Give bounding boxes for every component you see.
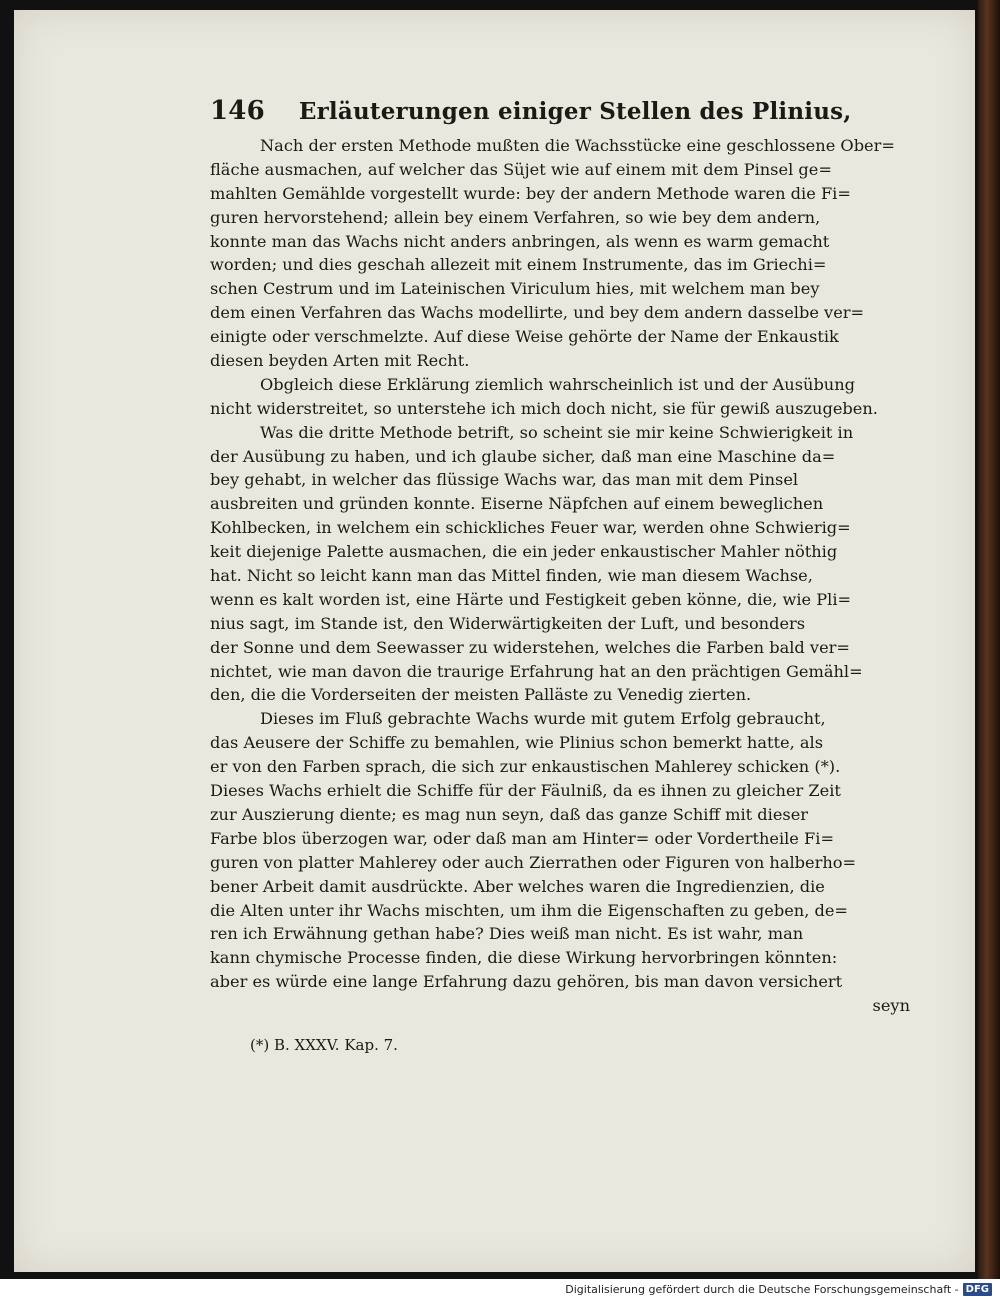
text-line: nius sagt, im Stande ist, den Widerwärtigkeiten der Luft, und besonders <box>210 613 806 633</box>
text-line: worden; und dies geschah allezeit mit einem Instrumente, das im Griechi= <box>210 255 827 275</box>
text-line: dem einen Verfahren das Wachs modellirte, und bey dem andern dasselbe ver= <box>210 303 865 323</box>
text-line: nichtet, wie man davon die traurige Erfahrung hat an den prächtigen Gemähl= <box>210 661 863 681</box>
text-line: das Aeusere der Schiffe zu bemahlen, wie Plinius schon bemerkt hatte, als <box>210 733 824 753</box>
text-line: konnte man das Wachs nicht anders anbringen, als wenn es warm gemacht <box>210 231 830 251</box>
text-line: guren hervorstehend; allein bey einem Verfahren, so wie bey dem andern, <box>210 207 821 227</box>
text-line: Was die dritte Methode betrift, so scheint sie mir keine Schwierigkeit in <box>260 422 854 442</box>
digitization-credit: Digitalisierung gefördert durch die Deutsche Forschungsgemeinschaft - <box>565 1282 959 1296</box>
text-line: bey gehabt, in welcher das flüssige Wachs war, das man mit dem Pinsel <box>210 470 799 490</box>
text-line: schen Cestrum und im Lateinischen Viriculum hies, mit welchem man bey <box>210 279 820 299</box>
text-line: der Ausübung zu haben, und ich glaube sicher, daß man eine Maschine da= <box>210 446 836 466</box>
text-line: einigte oder verschmelzte. Auf diese Weise gehörte der Name der Enkaustik <box>210 327 839 347</box>
text-line: Dieses Wachs erhielt die Schiffe für der Fäulniß, da es ihnen zu gleicher Zeit <box>210 781 841 801</box>
page-content <box>210 96 910 1054</box>
text-line: zur Auszierung diente; es mag nun seyn, daß das ganze Schiff mit dieser <box>210 804 809 824</box>
text-line: hat. Nicht so leicht kann man das Mittel finden, wie man diesem Wachse, <box>210 566 813 586</box>
dfg-logo: DFG <box>963 1283 992 1296</box>
text-line: nicht widerstreitet, so unterstehe ich mich doch nicht, sie für gewiß auszugeben. <box>210 398 878 418</box>
text-line: er von den Farben sprach, die sich zur enkaustischen Mahlerey schicken (*). <box>210 757 841 777</box>
text-line: fläche ausmachen, auf welcher das Süjet wie auf einem mit dem Pinsel ge= <box>210 159 832 179</box>
text-line: diesen beyden Arten mit Recht. <box>210 351 470 371</box>
text-line: Obgleich diese Erklärung ziemlich wahrscheinlich ist und der Ausübung <box>260 374 856 394</box>
text-line: kann chymische Processe finden, die diese Wirkung hervorbringen könnten: <box>210 948 838 968</box>
text-line: Kohlbecken, in welchem ein schickliches Feuer war, werden ohne Schwierig= <box>210 518 851 538</box>
book-edge-strip <box>978 0 1000 1279</box>
body-text <box>210 134 910 1018</box>
digitization-footer <box>0 1279 1000 1299</box>
page-header <box>210 96 910 126</box>
catchword: seyn <box>872 996 910 1016</box>
text-line: Farbe blos überzogen war, oder daß man am Hinter= oder Vordertheile Fi= <box>210 828 835 848</box>
text-line: ausbreiten und gründen konnte. Eiserne Näpfchen auf einem beweglichen <box>210 494 824 514</box>
text-line: den, die die Vorderseiten der meisten Palläste zu Venedig zierten. <box>210 685 752 705</box>
page-number: 146 <box>210 96 265 126</box>
text-line: guren von platter Mahlerey oder auch Zierrathen oder Figuren von halberho= <box>210 852 857 872</box>
text-line: Dieses im Fluß gebrachte Wachs wurde mit gutem Erfolg gebraucht, <box>260 709 826 729</box>
text-line: Nach der ersten Methode mußten die Wachsstücke eine geschlossene Ober= <box>260 136 895 155</box>
text-line: ren ich Erwähnung gethan habe? Dies weiß man nicht. Es ist wahr, man <box>210 924 804 944</box>
text-line: der Sonne und dem Seewasser zu widerstehen, welches die Farben bald ver= <box>210 637 850 657</box>
running-title: Erläuterungen einiger Stellen des Plinius, <box>298 98 852 125</box>
text-line: wenn es kalt worden ist, eine Härte und Festigkeit geben könne, die, wie Pli= <box>210 589 852 609</box>
footnote: (*) B. XXXV. Kap. 7. <box>250 1035 398 1054</box>
text-line: die Alten unter ihr Wachs mischten, um ihm die Eigenschaften zu geben, de= <box>210 900 848 920</box>
text-line: mahlten Gemählde vorgestellt wurde: bey der andern Methode waren die Fi= <box>210 183 851 203</box>
text-line: keit diejenige Palette ausmachen, die ein jeder enkaustischer Mahler nöthig <box>210 542 838 562</box>
text-line: aber es würde eine lange Erfahrung dazu gehören, bis man davon versichert <box>210 972 843 992</box>
text-line: bener Arbeit damit ausdrückte. Aber welches waren die Ingredienzien, die <box>210 876 825 896</box>
